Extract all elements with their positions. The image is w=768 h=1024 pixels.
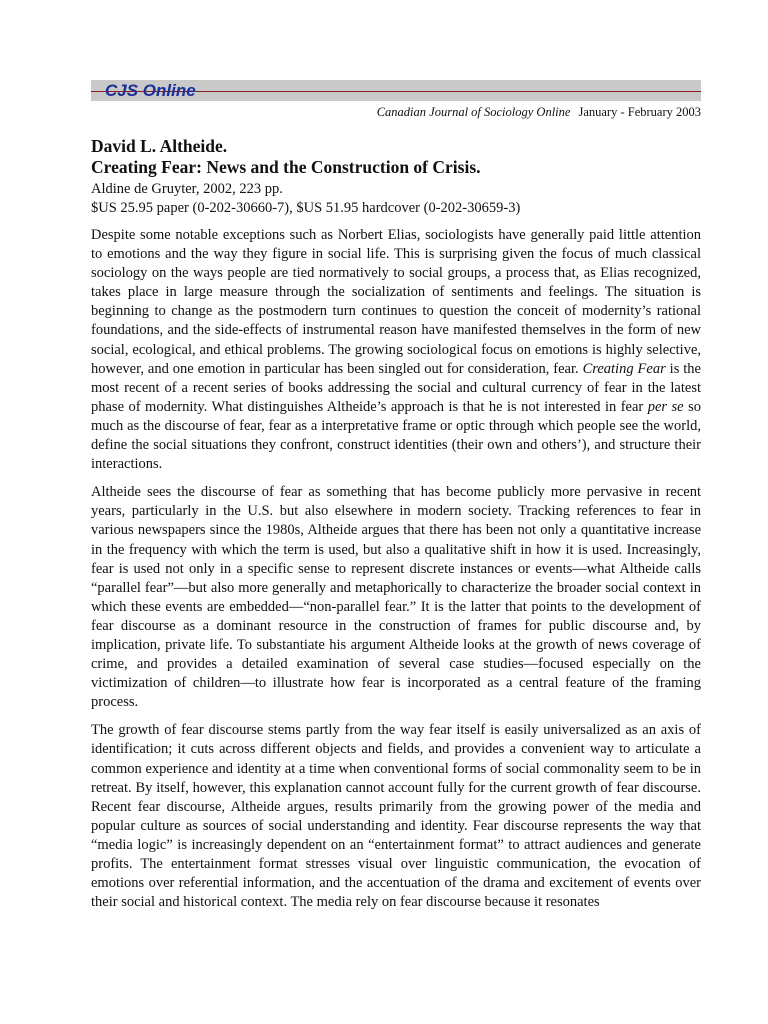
book-publisher: Aldine de Gruyter, 2002, 223 pp. <box>91 181 283 197</box>
review-body <box>91 226 701 921</box>
paragraph-2: Altheide sees the discourse of fear as something that has become publicly more pervasive in recent years, particularly in the U.S. but also elsewhere in modern society. Tracking references to fear in various newspapers since the 1980s, Altheide argues that there has been not only a quantitative increase in the frequency with which the term is used, but also a qualitative shift in how it is used. Increasingly, fear is used not only in a specific sense to represent discrete instances or events—what Altheide calls “parallel fear”—but also more generally and metaphorically to characterize the broader social context in which these events are embedded—“non-parallel fear.” It is the latter that points to the development of fear discourse as a dominant resource in the construction of frames for public discourse and, by implication, private life. To substantiate his argument Altheide looks at the growth of news coverage of crime, and provides a detailed examination of several case studies—focused especially on the victimization of children—to illustrate how fear is incorporated as a central feature of the framing process. <box>91 484 701 711</box>
paragraph-1-italic-title: Creating Fear <box>582 360 666 377</box>
journal-name: Canadian Journal of Sociology Online <box>376 105 571 119</box>
paragraph-1-part-b: is the most recent of a recent series of books addressing the social and cultural currency of fear in the latest phase of modernity. What distinguishes Altheide’s approach is that he is not interested in fear <box>91 360 701 415</box>
book-author: David L. Altheide. <box>91 136 228 156</box>
review-header <box>91 136 701 218</box>
paragraph-3: The growth of fear discourse stems partly from the way fear itself is easily universalized as an axis of identification; it cuts across different objects and fields, and provides a convenient way to articulate a common experience and identity at a time when conventional forms of social commonality seem to be in retreat. By itself, however, this explanation cannot account fully for the current growth of fear discourse. Recent fear discourse, Altheide argues, results primarily from the growing power of the media and popular culture as sources of social understanding and identity. Fear discourse represents the way that “media logic” is increasingly dependent on an “entertainment format” to attract audiences and generate profits. The entertainment format stresses visual over linguistic communication, the evocation of emotions over referential information, and the accentuation of the drama and excitement of events over their social and historical context. The media rely on fear discourse because it resonates <box>91 722 701 911</box>
journal-citation-line <box>91 104 701 120</box>
paragraph-1-part-c: so much as the discourse of fear, fear as a interpretative frame or optic through which people see the world, define the social situations they confront, construct identities (their own and others’), and structure their interactions. <box>91 398 701 473</box>
journal-banner <box>91 80 701 101</box>
book-price: $US 25.95 paper (0-202-30660-7), $US 51.95 hardcover (0-202-30659-3) <box>91 200 521 216</box>
paragraph-1-italic-per-se: per se <box>647 398 684 415</box>
paragraph-1-part-a: Despite some notable exceptions such as Norbert Elias, sociologists have generally paid little attention to emotions and the way they figure in social life. This is surprising given the focus of much classical sociology on the ways people are tied normatively to social groups, a process that, as Elias recognized, takes place in large measure through the socialization of sentiments and feelings. The situation is beginning to change as the postmodern turn continues to question the conceit of modernity’s rational foundations, and the side-effects of instrumental reason have manifested themselves in the form of new social, ecological, and ethical problems. The growing sociological focus on emotions is highly selective, however, and one emotion in particular has been singled out for consideration, fear. <box>91 227 701 377</box>
paragraph-1 <box>91 226 701 474</box>
issue-date: January - February 2003 <box>578 105 701 119</box>
cjs-online-logo[interactable]: CJS Online <box>105 81 196 100</box>
book-title: Creating Fear: News and the Construction of Crisis. <box>91 157 481 177</box>
